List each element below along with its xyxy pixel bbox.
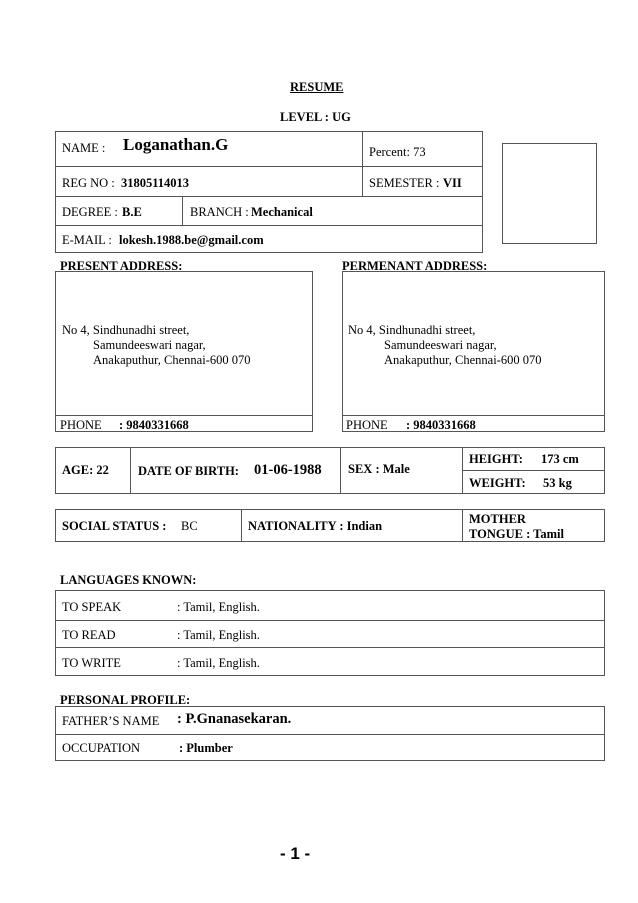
languages-heading: LANGUAGES KNOWN:: [60, 573, 197, 587]
divider: [182, 196, 183, 225]
present-phone-label: PHONE: [60, 418, 102, 432]
divider: [362, 131, 363, 196]
height-value: 173 cm: [541, 452, 579, 466]
divider: [55, 225, 483, 226]
language-row-value: : Tamil, English.: [177, 656, 260, 670]
semester-label: SEMESTER :: [369, 176, 440, 190]
present-phone-value: : 9840331668: [119, 418, 189, 432]
divider: [55, 166, 483, 167]
present-address-line2: Samundeeswari nagar,: [93, 338, 206, 352]
mother-tongue-line1: MOTHER: [469, 512, 526, 526]
reg-value: 31805114013: [121, 176, 190, 190]
age-value: AGE: 22: [62, 463, 109, 477]
divider: [462, 470, 605, 471]
email-label: E-MAIL :: [62, 233, 112, 247]
degree-value: B.E: [122, 205, 142, 219]
height-label: HEIGHT:: [469, 452, 523, 466]
permanent-address-line3: Anakaputhur, Chennai-600 070: [384, 353, 542, 367]
father-name-value: : P.Gnanasekaran.: [177, 711, 292, 727]
divider: [55, 196, 483, 197]
permanent-address-line1: No 4, Sindhunadhi street,: [348, 323, 476, 337]
reg-label: REG NO :: [62, 176, 115, 190]
permanent-address-line2: Samundeeswari nagar,: [384, 338, 497, 352]
language-row-value: : Tamil, English.: [177, 628, 260, 642]
divider: [55, 415, 313, 416]
branch-value: Mechanical: [251, 205, 313, 219]
language-row-label: TO READ: [62, 628, 116, 642]
social-status-value: BC: [181, 519, 198, 533]
name-value: Loganathan.G: [123, 135, 229, 154]
semester-value: VII: [443, 176, 462, 190]
divider: [241, 509, 242, 542]
divider: [55, 620, 605, 621]
occupation-value: : Plumber: [179, 741, 233, 755]
permanent-phone-label: PHONE: [346, 418, 388, 432]
degree-label: DEGREE :: [62, 205, 118, 219]
divider: [342, 415, 605, 416]
weight-label: WEIGHT:: [469, 476, 526, 490]
permanent-phone-value: : 9840331668: [406, 418, 476, 432]
occupation-label: OCCUPATION: [62, 741, 141, 755]
language-row-value: : Tamil, English.: [177, 600, 260, 614]
divider: [340, 447, 341, 494]
present-address-line3: Anakaputhur, Chennai-600 070: [93, 353, 251, 367]
nationality-value: NATIONALITY : Indian: [248, 519, 383, 533]
divider: [55, 647, 605, 648]
resume-title: RESUME: [290, 80, 344, 94]
divider: [130, 447, 131, 494]
level-label: LEVEL : UG: [280, 110, 351, 124]
branch-label: BRANCH :: [190, 205, 249, 219]
sex-value: SEX : Male: [348, 462, 410, 476]
divider: [55, 734, 605, 735]
language-row-label: TO SPEAK: [62, 600, 122, 614]
page-number: - 1 -: [280, 844, 311, 863]
photo-placeholder: [502, 143, 597, 244]
weight-value: 53 kg: [543, 476, 572, 490]
name-label: NAME :: [62, 141, 106, 155]
languages-table: [55, 590, 605, 676]
permanent-address-heading: PERMENANT ADDRESS:: [342, 259, 488, 273]
social-status-label: SOCIAL STATUS :: [62, 519, 167, 533]
language-row-label: TO WRITE: [62, 656, 121, 670]
divider: [462, 509, 463, 542]
percent-value: Percent: 73: [369, 145, 426, 159]
mother-tongue-line2: TONGUE : Tamil: [469, 527, 564, 541]
father-name-label: FATHER’S NAME: [62, 714, 160, 728]
profile-heading: PERSONAL PROFILE:: [60, 693, 191, 707]
email-value: lokesh.1988.be@gmail.com: [119, 233, 264, 247]
present-address-line1: No 4, Sindhunadhi street,: [62, 323, 190, 337]
dob-value: 01-06-1988: [254, 462, 322, 478]
present-address-heading: PRESENT ADDRESS:: [60, 259, 183, 273]
dob-label: DATE OF BIRTH:: [138, 464, 239, 478]
